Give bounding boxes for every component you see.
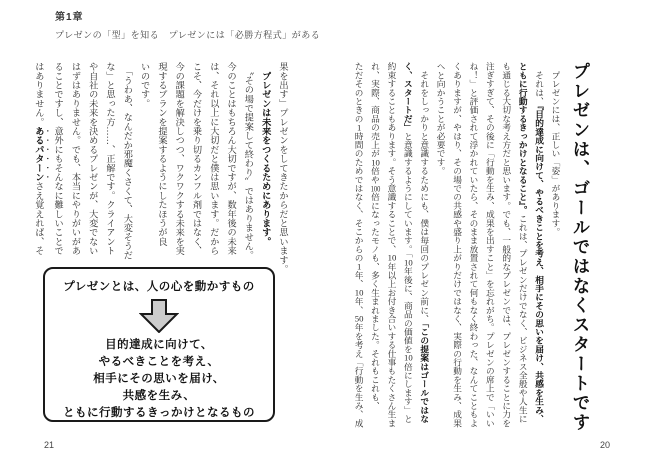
chapter-subtitle: プレゼンの「型」を知る プレゼンには「必勝方程式」がある bbox=[55, 30, 321, 40]
text-column: 約束することもあります。そう意識することで、10年以上お付き合いする仕事もたくさん生ま bbox=[386, 62, 397, 428]
text-column: れ、実際、商品の売上が10倍や100倍になったモノも、多く生まれました。それもこれも、 bbox=[370, 62, 381, 411]
text-column: こそ、今だけを乗り切るカンフル剤ではなく、 bbox=[191, 62, 202, 256]
text-column: へと向かうことが必要です。 bbox=[436, 62, 447, 176]
box-conclusion-line: やるべきことを考え、 bbox=[98, 356, 220, 368]
box-conclusion-line: 目的達成に向けて、 bbox=[105, 339, 213, 351]
down-arrow-icon bbox=[139, 299, 179, 333]
text-column: 今のことはもちろん大切ですが、数年後の未来 bbox=[226, 62, 237, 256]
left-page-body-text bbox=[30, 62, 291, 294]
box-conclusion-line: 相手にその思いを届け、 bbox=[93, 373, 225, 385]
text-column: 〝その場で提案して終わり〟ではありません。 bbox=[243, 62, 254, 260]
text-column: も通じる大切な考え方だと思います。でも、一般的なプレゼンでは、プレゼンすることに力を bbox=[501, 62, 512, 428]
text-column: プレゼンは未来をつくるためにあります。 bbox=[260, 71, 271, 247]
text-column: それは、『目的達成に向けて、やるべきことを考え、相手にその思いを届け、共感を生み、 bbox=[534, 62, 545, 424]
text-column: な」と思った方……、正解です。クライアント bbox=[105, 62, 116, 256]
text-column: はありません。あるパターンさえ覚えれば、そ bbox=[33, 62, 44, 256]
page-number-right: 20 bbox=[599, 440, 610, 450]
box-heading: プレゼンとは、人の心を動かすもの bbox=[63, 281, 255, 293]
section-title: プレゼンは、ゴールではなくスタートです bbox=[571, 62, 591, 433]
text-column: く、スタートだ」と意識するようにしています。「10年後に、商品の価値を10倍にします」と bbox=[403, 62, 414, 424]
box-conclusion-line: ともに行動するきっかけとなるもの bbox=[63, 407, 255, 419]
box-conclusion-line: 共感を生み、 bbox=[122, 390, 196, 402]
text-column: 現するプランを提案するようにしたほうが良 bbox=[156, 62, 167, 246]
text-column: ただそのときの1時間のためではなく、そこからの1年、10年、50年を考え「行動を生み、成 bbox=[354, 62, 365, 428]
right-page-body-text bbox=[350, 62, 564, 442]
text-column: ともに行動するきっかけとなること』。これは、プレゼンだけでなく、ビジネス全般や人生に bbox=[518, 62, 529, 424]
chapter-number: 第1章 bbox=[55, 12, 84, 23]
running-head bbox=[55, 8, 320, 41]
text-column: プレゼンには、正しい「姿」があります。 bbox=[551, 62, 561, 236]
text-column: それをしっかりと意識するためにも、僕は毎回のプレゼン前に、「この提案はゴールではな bbox=[419, 62, 430, 424]
text-column: くありますが、やはり、その場での共感や盛り上がりだけではなく、実際の行動を生み、成果 bbox=[452, 62, 463, 428]
presentation-definition-box bbox=[43, 267, 275, 422]
text-column: いのです。 bbox=[139, 62, 150, 108]
text-column: ることですし、意外にもそんなに難しいことで bbox=[53, 62, 64, 256]
box-conclusion bbox=[45, 337, 273, 422]
text-column: ね！」と評価されて浮かれていたら、そのまま放置されて何もなく終わった、なんてこともよ bbox=[468, 62, 479, 428]
text-column: 「うわあ、なんだか邪魔くさくて、大変そうだ bbox=[122, 62, 133, 260]
page-number-left: 21 bbox=[44, 440, 55, 450]
text-column: 今の課題を解決しつつ、ワクワクする未来を実 bbox=[174, 62, 185, 256]
text-column: はずはありません。でも、本当にやりがいがあ bbox=[70, 62, 81, 256]
text-column: は、それ以上に大切だと僕は思います。だから bbox=[208, 62, 219, 256]
text-column: 果を出す」プレゼンをしてきたからだと思います。 bbox=[278, 62, 288, 274]
text-column: 注ぎすぎて、その後に「行動を生み、成果を出すこと」を忘れがち。プレゼンの席上で「いい bbox=[485, 62, 496, 428]
text-column: や自社の未来を決めるプレゼンが、大変でない bbox=[87, 62, 98, 256]
